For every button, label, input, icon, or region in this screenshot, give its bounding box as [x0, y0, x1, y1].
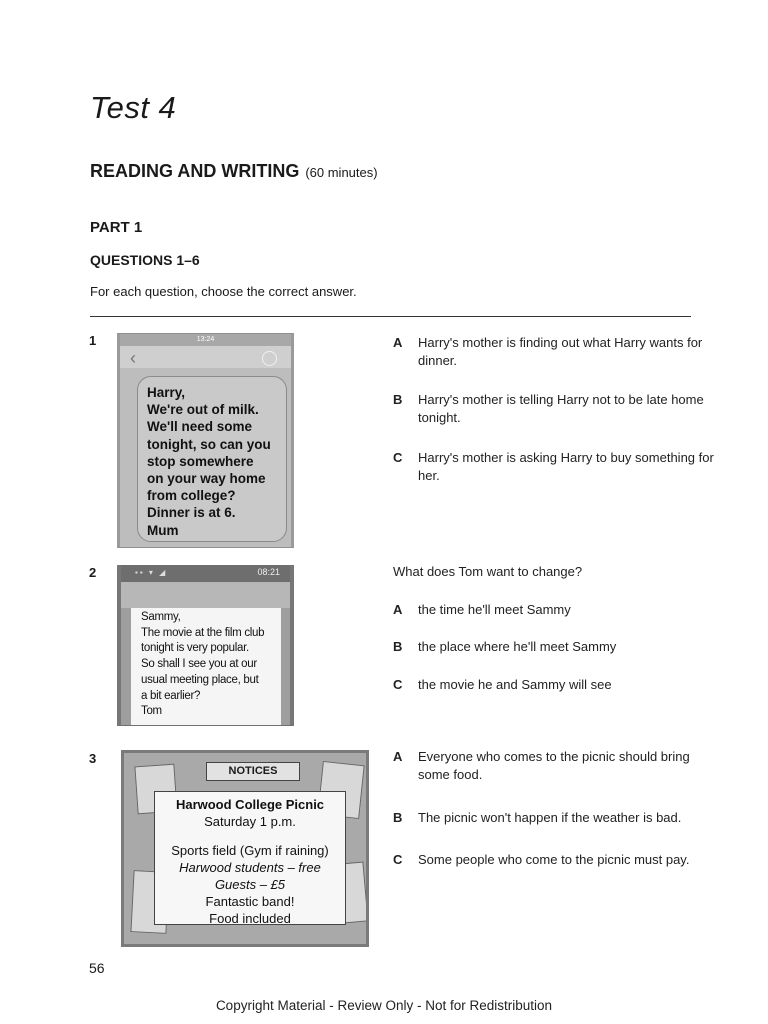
- phone-message-image: [117, 565, 294, 726]
- question-stem: What does Tom want to change?: [393, 564, 583, 579]
- message-line: tonight, so can you: [147, 436, 271, 452]
- option-text: Everyone who comes to the picnic should bring some food.: [418, 749, 690, 782]
- question-number: 2: [89, 565, 97, 580]
- page-number: 56: [89, 960, 105, 976]
- part-title: PART 1: [90, 219, 143, 236]
- message-line: We're out of milk.: [147, 402, 259, 418]
- instruction-text: For each question, choose the correct answer.: [90, 284, 357, 299]
- option-letter: C: [393, 450, 403, 465]
- notice-board-image: [121, 750, 369, 947]
- message-line: We'll need some: [147, 419, 252, 435]
- section-title: READING AND WRITING: [90, 161, 300, 181]
- phone-message-image: [117, 333, 294, 548]
- message-line: from college?: [147, 488, 236, 504]
- notice-line: Harwood students – free: [179, 860, 321, 875]
- option-letter: A: [393, 335, 403, 350]
- option-text: Harry's mother is finding out what Harry wants for dinner.: [418, 335, 703, 368]
- option-letter: C: [393, 677, 403, 692]
- question-number: 1: [89, 333, 97, 348]
- option-text: the movie he and Sammy will see: [418, 677, 612, 692]
- phone-status-bar: 13:24: [120, 334, 291, 346]
- notice-line: Guests – £5: [214, 877, 286, 892]
- notice-line: Saturday 1 p.m.: [204, 814, 296, 829]
- picnic-notice: [154, 791, 346, 925]
- notice-line: Sports field (Gym if raining): [171, 843, 329, 858]
- option-letter: A: [393, 749, 403, 764]
- message-line: on your way home: [147, 471, 266, 487]
- section-heading: [90, 161, 378, 182]
- notice-title: Harwood College Picnic: [175, 797, 325, 812]
- message-line: Dinner is at 6.: [147, 505, 236, 521]
- message-line: tonight is very popular.: [141, 642, 249, 655]
- option-text: The picnic won't happen if the weather is bad.: [418, 810, 682, 825]
- message-line: The movie at the film club: [141, 626, 265, 639]
- option-letter: B: [393, 810, 403, 825]
- option-text: Harry's mother is telling Harry not to be late home tonight.: [418, 392, 704, 425]
- questions-range: QUESTIONS 1–6: [90, 252, 200, 268]
- option-text: the place where he'll meet Sammy: [418, 639, 617, 654]
- message-line: stop somewhere: [147, 453, 254, 469]
- option-text: Some people who come to the picnic must pay.: [418, 852, 690, 867]
- message-text: [147, 384, 287, 539]
- copyright-footer: Copyright Material - Review Only - Not for Redistribution: [215, 998, 553, 1013]
- notice-line: Fantastic band!: [205, 894, 295, 909]
- phone-time: 08:21: [257, 567, 280, 577]
- duration: (60 minutes): [305, 165, 378, 180]
- option-letter: A: [393, 602, 403, 617]
- test-title: Test 4: [90, 90, 177, 125]
- phone-nav-bar: [121, 582, 290, 608]
- notice-line: Food included: [209, 911, 291, 926]
- signal-icon: ▪▪ ▾ ◢: [135, 568, 168, 577]
- message-line: a bit earlier?: [141, 689, 201, 702]
- option-letter: B: [393, 639, 403, 654]
- circle-icon: [262, 351, 277, 366]
- message-text: [141, 610, 285, 720]
- back-arrow-icon: ‹: [130, 348, 136, 368]
- message-line: Tom: [141, 705, 162, 718]
- message-line: Mum: [147, 522, 179, 538]
- notices-label: NOTICES: [206, 762, 300, 781]
- option-text: the time he'll meet Sammy: [418, 602, 571, 617]
- question-number: 3: [89, 751, 97, 766]
- message-line: Sammy,: [141, 611, 181, 623]
- option-text: Harry's mother is asking Harry to buy something for her.: [418, 450, 714, 483]
- message-line: So shall I see you at our: [141, 658, 257, 671]
- option-letter: B: [393, 392, 403, 407]
- message-line: Harry,: [147, 385, 186, 400]
- message-line: usual meeting place, but: [141, 673, 259, 686]
- option-letter: C: [393, 852, 403, 867]
- divider: [90, 316, 691, 317]
